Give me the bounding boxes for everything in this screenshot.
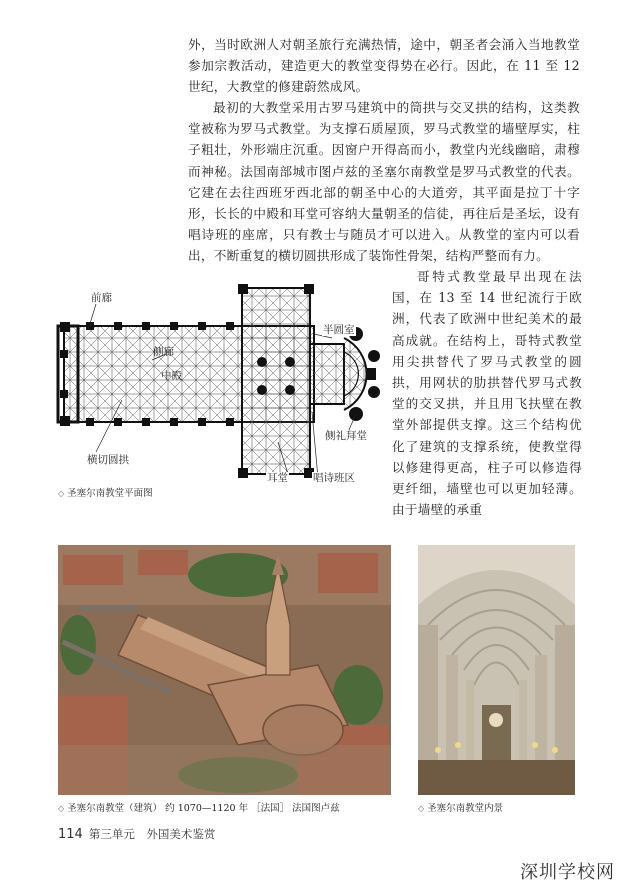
floor-plan-caption: ◇ 圣塞尔南教堂平面图 bbox=[58, 488, 153, 499]
label-nave: 中殿 bbox=[161, 370, 182, 382]
interior-photo-caption: ◇ 圣塞尔南教堂内景 bbox=[418, 803, 504, 814]
interior-photo bbox=[418, 545, 575, 795]
page-footer bbox=[58, 826, 215, 842]
diamond-icon: ◇ bbox=[418, 804, 425, 813]
label-transverse-arch: 横切圆拱 bbox=[87, 454, 129, 466]
label-porch: 前廊 bbox=[91, 292, 112, 304]
aerial-photo-caption: ◇ 圣塞尔南教堂（建筑） 约 1070—1120 年 ［法国］ 法国图卢兹 bbox=[58, 803, 340, 814]
paragraph-intro-continued: 外，当时欧洲人对朝圣旅行充满热情，途中，朝圣者会涌入当地教堂参加宗教活动，建造更大的教堂变得势在必行。因此，在 11 至 12 世纪，大教堂的修建蔚然成风。 bbox=[188, 37, 580, 95]
diamond-icon: ◇ bbox=[58, 489, 65, 498]
label-side-chapel: 侧礼拜堂 bbox=[325, 430, 367, 442]
diamond-icon: ◇ bbox=[58, 804, 65, 813]
label-transept: 耳堂 bbox=[267, 472, 288, 484]
unit-title: 第三单元 外国美术鉴赏 bbox=[88, 827, 216, 841]
aerial-photo bbox=[58, 545, 391, 795]
floor-plan-figure bbox=[56, 282, 384, 488]
watermark: 深圳学校网 bbox=[520, 862, 615, 883]
paragraph-romanesque: 最初的大教堂采用古罗马建筑中的筒拱与交叉拱的结构，这类教堂被称为罗马式教堂。为支撑石质屋顶，罗马式教堂的墙壁厚实，柱子粗壮，外形端庄沉重。因窗户开得高而小，教堂内光线幽暗，肃穆而神秘。法国南部城市图卢兹的圣塞尔南教堂是罗马式教堂的代表。它建在去往西班牙西北部的朝圣中心的大道旁，其平面是拉丁十字形，长长的中殿和耳堂可容纳大量朝圣的信徒，再往后是圣坛，设有唱诗班的座席，只有教士与随员才可以进入。从教堂的室内可以看出，不断重复的横切圆拱形成了装饰性骨架，结构严整而有力。 bbox=[188, 100, 580, 264]
label-apse: 半圆室 bbox=[323, 324, 355, 336]
label-choir: 唱诗班区 bbox=[313, 472, 355, 484]
page-number: 114 bbox=[58, 827, 83, 842]
label-aisle: 侧廊 bbox=[153, 346, 174, 358]
paragraph-gothic: 哥特式教堂最早出现在法国，在 13 至 14 世纪流行于欧洲，代表了欧洲中世纪美术的最高成就。在结构上，哥特式教堂用尖拱替代了罗马式教堂的圆拱，用网状的肋拱替代罗马式教堂的交叉拱，并且用飞扶壁在教堂外部提供支撑。这三个结构优化了建筑的支撑系统，使教堂得以修建得更高，柱子可以修造得更纤细，墙壁也可以更加轻薄。由于墙壁的承重 bbox=[392, 269, 582, 518]
